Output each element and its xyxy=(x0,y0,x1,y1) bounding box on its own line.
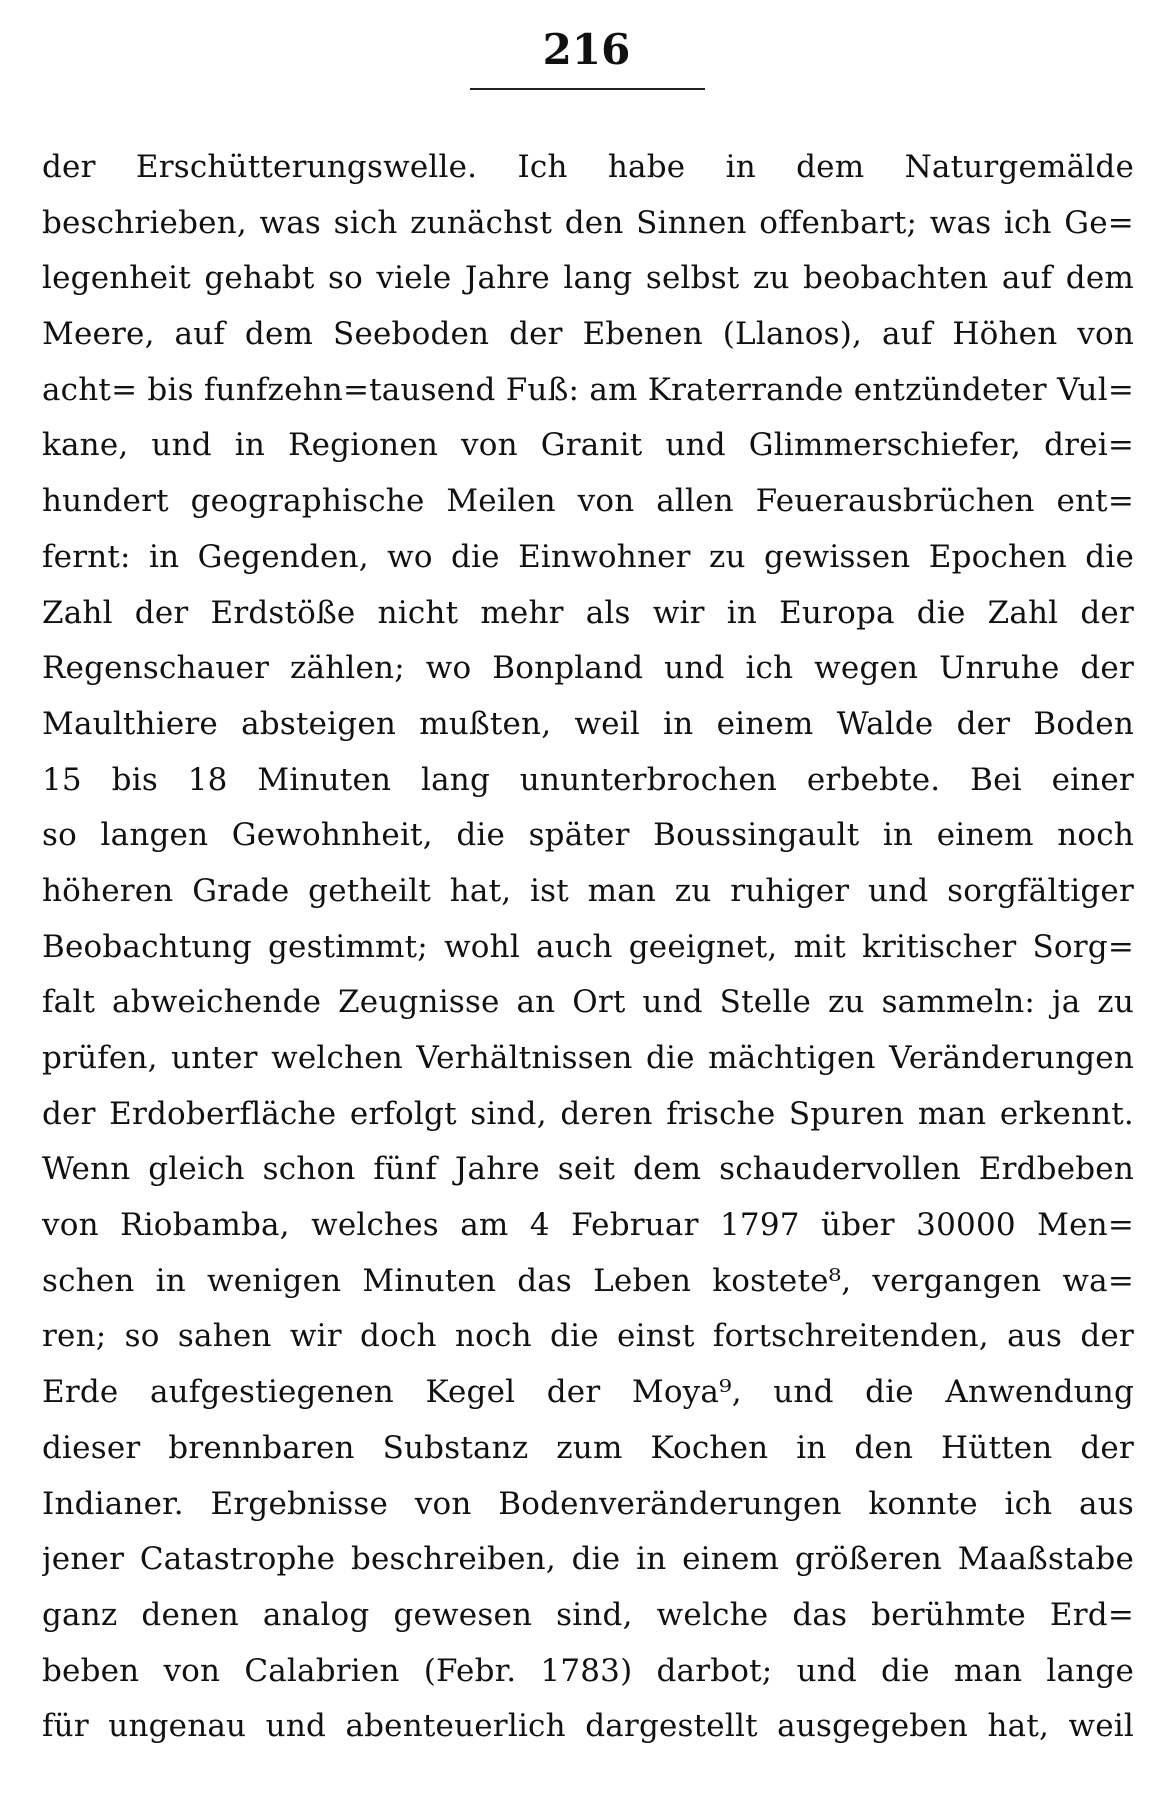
body-text xyxy=(42,140,1134,1755)
text-line: so langen Gewohnheit, die später Boussingault in einem noch xyxy=(42,817,1134,854)
text-line: kane, und in Regionen von Granit und Glimmerschiefer, drei= xyxy=(42,427,1134,464)
text-line: von Riobamba, welches am 4 Februar 1797 über 30000 Men= xyxy=(42,1207,1134,1244)
text-line: 15 bis 18 Minuten lang ununterbrochen erbebte. Bei einer xyxy=(42,761,1134,798)
text-line: hundert geographische Meilen von allen Feuerausbrüchen ent= xyxy=(42,483,1134,520)
text-line: höheren Grade getheilt hat, ist man zu ruhiger und sorgfältiger xyxy=(42,872,1134,909)
text-line: ganz denen analog gewesen sind, welche das berühmte Erd= xyxy=(42,1596,1134,1633)
text-line: Erde aufgestiegenen Kegel der Moya⁹, und die Anwendung xyxy=(42,1374,1134,1411)
text-line: falt abweichende Zeugnisse an Ort und Stelle zu sammeln: ja zu xyxy=(42,984,1134,1021)
text-line: beben von Calabrien (Febr. 1783) darbot; und die man lange xyxy=(42,1652,1134,1689)
text-line: Indianer. Ergebnisse von Bodenveränderungen konnte ich aus xyxy=(42,1485,1134,1522)
text-line: der Erdoberfläche erfolgt sind, deren frische Spuren man erkennt. xyxy=(42,1095,1134,1132)
text-line: schen in wenigen Minuten das Leben kostete⁸, vergangen wa= xyxy=(42,1262,1134,1299)
text-line: ren; so sahen wir doch noch die einst fortschreitenden, aus der xyxy=(42,1318,1134,1355)
text-line: beschrieben, was sich zunächst den Sinnen offenbart; was ich Ge= xyxy=(42,204,1134,241)
text-line: Beobachtung gestimmt; wohl auch geeignet, mit kritischer Sorg= xyxy=(42,928,1134,965)
text-line: fernt: in Gegenden, wo die Einwohner zu gewissen Epochen die xyxy=(42,538,1134,575)
text-line: Meere, auf dem Seeboden der Ebenen (Llanos), auf Höhen von xyxy=(42,316,1134,353)
text-line: für ungenau und abenteuerlich dargestellt ausgegeben hat, weil xyxy=(42,1708,1134,1745)
text-line: Wenn gleich schon fünf Jahre seit dem schaudervollen Erdbeben xyxy=(42,1151,1134,1188)
text-line: der Erschütterungswelle. Ich habe in dem Naturgemälde xyxy=(42,149,1134,185)
header-rule xyxy=(470,88,705,90)
text-line: dieser brennbaren Substanz zum Kochen in den Hütten der xyxy=(42,1429,1134,1466)
page-number: 216 xyxy=(542,25,631,74)
text-line: Zahl der Erdstöße nicht mehr als wir in Europa die Zahl der xyxy=(42,594,1134,631)
text-line: prüfen, unter welchen Verhältnissen die mächtigen Veränderungen xyxy=(42,1040,1134,1076)
text-line: Maulthiere absteigen mußten, weil in einem Walde der Boden xyxy=(42,705,1134,742)
text-line: acht= bis funfzehn=tausend Fuß: am Kraterrande entzündeter Vul= xyxy=(42,371,1134,408)
text-line: Regenschauer zählen; wo Bonpland und ich wegen Unruhe der xyxy=(42,650,1134,687)
text-line: jener Catastrophe beschreiben, die in einem größeren Maaßstabe xyxy=(42,1541,1134,1578)
text-line: legenheit gehabt so viele Jahre lang selbst zu beobachten auf dem xyxy=(42,260,1134,297)
